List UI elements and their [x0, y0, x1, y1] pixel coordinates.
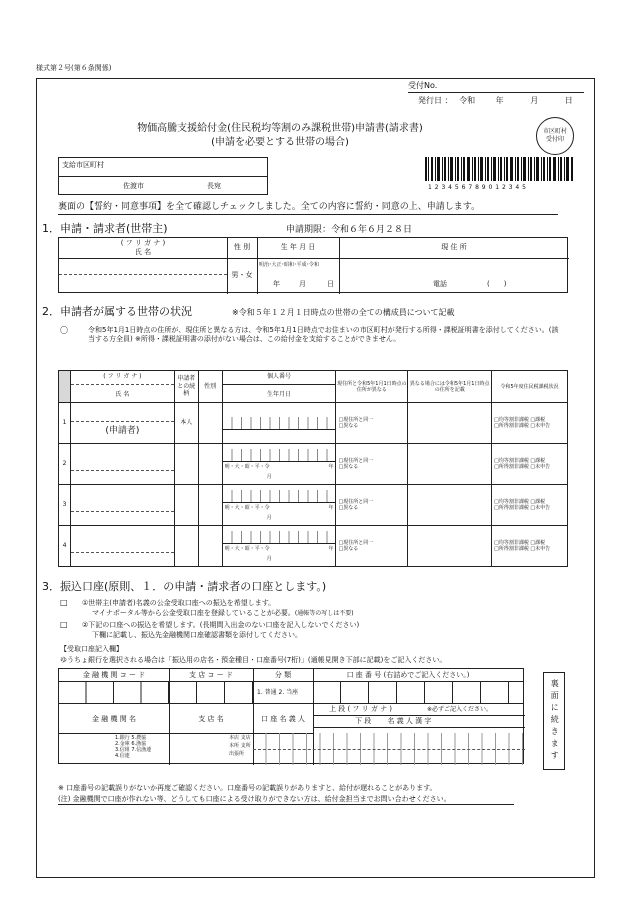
- address-label: 現 住 所: [441, 243, 467, 251]
- dob-era-options[interactable]: 明治･大正･昭和･平成･令和: [259, 262, 320, 268]
- option2-line2: 下欄に記載し、振込先金融機関口座確認書類を添付してください。: [92, 631, 302, 639]
- household-table: [58, 370, 568, 567]
- barcode: [425, 157, 573, 183]
- row-prev-address[interactable]: [408, 526, 492, 567]
- header-name-col: ( フ リ ガ ナ ) 氏 名: [70, 371, 174, 403]
- row-tax-status[interactable]: □均等割非課税 □課税 □所得割非課税 □未申告: [492, 444, 568, 485]
- header-id-dob: 個人番号 生年月日: [222, 371, 336, 403]
- holder-label: 口 座 名 義 人: [261, 715, 305, 723]
- bank-code-input[interactable]: [59, 681, 169, 703]
- instruction-bullet: 〇: [60, 326, 68, 335]
- footer-note-1: ※ 口座番号の記載誤りがないか再度ご確認ください。口座番号の記載誤りがありますと、給付が遅れることがあります。: [58, 784, 437, 792]
- row-sex[interactable]: [198, 485, 222, 526]
- form-number: 様式第２号(第６条関係): [36, 64, 112, 72]
- page-subtitle: (申請を必要とする世帯の場合): [211, 137, 349, 148]
- option1-checkbox[interactable]: □: [60, 598, 68, 607]
- row-address-match[interactable]: □現住所と同一 □異なる: [336, 444, 408, 485]
- type-label: 分 類: [274, 671, 292, 679]
- row-relation[interactable]: [174, 444, 198, 485]
- row-id-dob[interactable]: 明・大・昭・平・令 年 月: [222, 485, 336, 526]
- name-label: 氏 名: [134, 248, 152, 256]
- section2-instruction: 令和5年1月1日時点の住所が、現住所と異なる方は、令和5年1月1日時点でお住まいの市区町村が発行する所得・課税証明書を添付してください。(該当する方全員) ※所得・課税証明書の添付がない場合は、この給付金を支給することができません。: [88, 326, 559, 343]
- holder-upper-label: 上 段 ( フ リ ガ ナ ): [329, 705, 393, 713]
- row-tax-status[interactable]: □均等割非課税 □課税 □所得割非課税 □未申告: [492, 526, 568, 567]
- addressee-label: 支給市区町村: [62, 161, 104, 169]
- phone-field[interactable]: ( ): [487, 280, 507, 288]
- account-type-options[interactable]: 1. 普通 2. 当座: [257, 689, 299, 696]
- row-relation[interactable]: 本人: [174, 403, 198, 444]
- row-prev-address[interactable]: [408, 444, 492, 485]
- branch-code-label: 支 店 コ ー ド: [189, 671, 233, 679]
- section2-note: ※令和５年１２月１日時点の世帯の全ての構成員について記載: [232, 308, 455, 317]
- option1-line2: マイナポータル等から公金受取口座を登録していることが必要。(通帳等の写しは不要): [92, 609, 354, 617]
- continued-on-back: 裏面に続きます: [543, 672, 565, 770]
- account-heading: 【受取口座記入欄】: [60, 645, 123, 653]
- row-prev-address[interactable]: [408, 403, 492, 444]
- addressee-city: 佐渡市: [123, 182, 144, 190]
- consent-statement: 裏面の【誓約・同意事項】を全て確認しチェックしました。全ての内容に誓約・同意の上、申請します。: [58, 202, 558, 215]
- bank-name-label: 金 融 機 関 名: [92, 715, 136, 723]
- section2-heading: 2．申請者が属する世帯の状況: [42, 305, 192, 318]
- option2-checkbox[interactable]: □: [60, 620, 68, 629]
- header-prev-address: 異なる場合には令和5年1月1日時点の住所を記載: [408, 371, 492, 403]
- row-id-dob[interactable]: 明・大・昭・平・令 年 月: [222, 526, 336, 567]
- row-name[interactable]: [70, 526, 174, 567]
- bank-type-options[interactable]: 1.銀行 5.農協 2.金庫 6.漁協 3.信組 7.信漁連 4.信連: [115, 735, 152, 759]
- row-tax-status[interactable]: □均等割非課税 □課税 □所得割非課税 □未申告: [492, 485, 568, 526]
- row-name[interactable]: [70, 444, 174, 485]
- row-address-match[interactable]: □現住所と同一 □異なる: [336, 485, 408, 526]
- row-name[interactable]: [70, 485, 174, 526]
- receipt-no[interactable]: 受付No.: [408, 81, 584, 93]
- header-tax-status: 令和5年度住民税課税状況: [492, 371, 568, 403]
- branch-type-options[interactable]: 本店 支店 本所 支所 出張所: [229, 735, 251, 757]
- furigana-label: ( フ リ ガ ナ ): [120, 239, 166, 247]
- row-sex[interactable]: [198, 403, 222, 444]
- account-number-label: 口 座 番 号 (右詰めでご記入ください。): [346, 671, 470, 679]
- yucho-note: ゆうちょ銀行を選択される場合は「振込用の店名・預金種目・口座番号(7桁)」(通帳見開き下部に記載)をご記入ください。: [60, 656, 447, 664]
- branch-code-input[interactable]: [169, 681, 253, 703]
- issue-date: 発行日 ： 令和 年 月 日: [418, 96, 573, 105]
- row-relation[interactable]: [174, 485, 198, 526]
- phone-label: 電話: [433, 280, 447, 288]
- row-address-match[interactable]: □現住所と同一 □異なる: [336, 526, 408, 567]
- option2-line1: ②下記の口座への振込を希望します。(長期間入出金のない口座を記入しないでください): [82, 621, 360, 629]
- addressee-box: [58, 157, 268, 195]
- barcode-number: 1 2 3 4 5 6 7 8 9 0 1 2 3 4 5: [428, 184, 527, 191]
- row-sex[interactable]: [198, 444, 222, 485]
- table-row: 3 明・大・昭・平・令 年 月 □現住所と同一 □異なる □均等割非課税 □課税 □所得割非課税 □未申告: [59, 485, 568, 526]
- header-sex: 性別: [198, 371, 222, 403]
- holder-upper-note: ※必ずご記入ください。: [427, 706, 493, 713]
- row-id-dob[interactable]: [222, 403, 336, 444]
- table-row: 1 (申請者) 本人 □現住所と同一 □異なる □均等割非課税 □課税 □所得割非課税 □未申告: [59, 403, 568, 444]
- header-address-match: 現住所と令和5年1月1日時点の住所が異なる: [336, 371, 408, 403]
- row-address-match[interactable]: □現住所と同一 □異なる: [336, 403, 408, 444]
- sex-options[interactable]: 男・女: [231, 271, 253, 279]
- header-relation: 申請者との続柄: [174, 371, 198, 403]
- account-number-input[interactable]: [313, 681, 509, 703]
- bank-code-label: 金 融 機 関 コ ー ド: [82, 671, 146, 679]
- applicant-table: ( フ リ ガ ナ ) 氏 名 性 別 男・女 生 年 月 日 明治･大正･昭和･平成･令和 年 月 日 現 住 所 電話 ( ): [58, 237, 568, 293]
- footer-note-2: (注) 金融機関で口座が作れない等、どうしても口座による受け取りができない方は、給付金担当までお問い合わせください。: [58, 795, 514, 805]
- reception-stamp: 市区町村 受付印: [536, 117, 574, 155]
- section1-heading: 1．申請・請求者(世帯主): [42, 222, 168, 235]
- branch-name-label: 支 店 名: [198, 715, 224, 723]
- row-id-dob[interactable]: 明・大・昭・平・令 年 月: [222, 444, 336, 485]
- row-name[interactable]: (申請者): [70, 403, 174, 444]
- page-title: 物価高騰支援給付金(住民税均等割のみ課税世帯)申請書(請求書): [137, 123, 423, 134]
- section3-heading: 3．振込口座(原則、１．の申請・請求者の口座とします。): [42, 580, 327, 593]
- option1-line1: ①世帯主(申請者)名義の公金受取口座への振込を希望します。: [82, 599, 276, 607]
- holder-lower-label: 下 段 名 義 人 漢 字: [355, 717, 432, 725]
- row-prev-address[interactable]: [408, 485, 492, 526]
- row-relation[interactable]: [174, 526, 198, 567]
- application-deadline: 申請期限：令和６年６月２８日: [286, 225, 413, 235]
- row-sex[interactable]: [198, 526, 222, 567]
- sex-label: 性 別: [233, 243, 251, 251]
- account-table: [58, 668, 524, 764]
- row-tax-status[interactable]: □均等割非課税 □課税 □所得割非課税 □未申告: [492, 403, 568, 444]
- dob-label: 生 年 月 日: [280, 243, 316, 251]
- table-row: 4 明・大・昭・平・令 年 月 □現住所と同一 □異なる □均等割非課税 □課税 □所得割非課税 □未申告: [59, 526, 568, 567]
- table-row: 2 明・大・昭・平・令 年 月 □現住所と同一 □異なる □均等割非課税 □課税 □所得割非課税 □未申告: [59, 444, 568, 485]
- addressee-mayor: 長宛: [207, 182, 221, 190]
